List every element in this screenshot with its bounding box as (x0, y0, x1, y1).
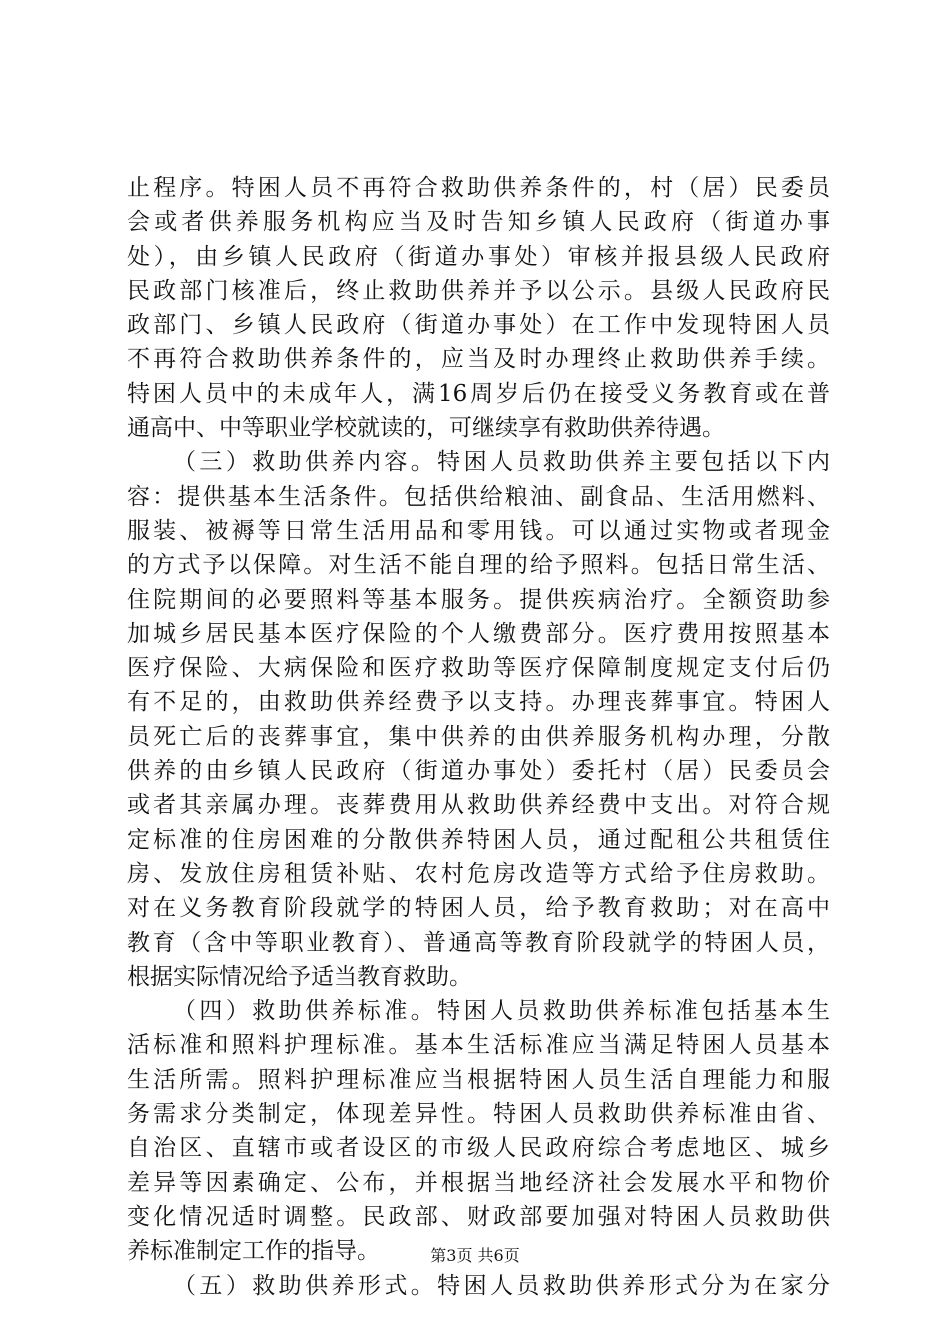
text-line: 供养的由乡镇人民政府（街道办事处）委托村（居）民委员会 (127, 758, 830, 785)
text-line: 差异等因素确定、公布，并根据当地经济社会发展水平和物价 (127, 1169, 830, 1196)
text-line: 特困人员中的未成年人，满16周岁后仍在接受义务教育或在普 (127, 380, 830, 407)
text-line: 的方式予以保障。对生活不能自理的给予照料。包括日常生活、 (127, 552, 830, 579)
text-line: 变化情况适时调整。民政部、财政部要加强对特困人员救助供 (127, 1203, 830, 1230)
text-line: 或者其亲属办理。丧葬费用从救助供养经费中支出。对符合规 (127, 792, 830, 819)
body-text (127, 171, 830, 1303)
text-line: 住院期间的必要照料等基本服务。提供疾病治疗。全额资助参 (127, 586, 830, 613)
text-line: 止程序。特困人员不再符合救助供养条件的，村（居）民委员 (127, 175, 830, 201)
text-line: 医疗保险、大病保险和医疗救助等医疗保障制度规定支付后仍 (127, 655, 830, 682)
text-line: 加城乡居民基本医疗保险的个人缴费部分。医疗费用按照基本 (127, 620, 830, 647)
text-line: 房、发放住房租赁补贴、农村危房改造等方式给予住房救助。 (127, 860, 830, 887)
text-line: 自治区、直辖市或者设区的市级人民政府综合考虑地区、城乡 (127, 1135, 830, 1162)
text-line: 有不足的，由救助供养经费予以支持。办理丧葬事宜。特困人 (127, 689, 830, 716)
text-line: 员死亡后的丧葬事宜，集中供养的由供养服务机构办理，分散 (127, 723, 830, 750)
text-line: 定标准的住房困难的分散供养特困人员，通过配租公共租赁住 (127, 826, 830, 853)
text-line: 政部门、乡镇人民政府（街道办事处）在工作中发现特困人员 (127, 312, 830, 339)
text-line: 生活所需。照料护理标准应当根据特困人员生活自理能力和服 (127, 1066, 830, 1093)
text-line: 不再符合救助供养条件的，应当及时办理终止救助供养手续。 (127, 346, 830, 373)
page-footer: 第3页 共6页 (430, 1246, 520, 1265)
text-line: （三）救助供养内容。特困人员救助供养主要包括以下内 (173, 449, 830, 476)
text-line: 容：提供基本生活条件。包括供给粮油、副食品、生活用燃料、 (127, 483, 830, 510)
text-line: （四）救助供养标准。特困人员救助供养标准包括基本生 (173, 998, 830, 1025)
text-line: 服装、被褥等日常生活用品和零用钱。可以通过实物或者现金 (127, 517, 830, 544)
text-line: 根据实际情况给予适当教育救助。 (127, 963, 472, 990)
text-line: 民政部门核准后，终止救助供养并予以公示。县级人民政府民 (127, 277, 830, 304)
text-line: 活标准和照料护理标准。基本生活标准应当满足特困人员基本 (127, 1032, 830, 1059)
text-line: 处），由乡镇人民政府（街道办事处）审核并报县级人民政府 (127, 243, 830, 270)
text-line: 通高中、中等职业学校就读的，可继续享有救助供养待遇。 (127, 415, 725, 442)
text-line: 务需求分类制定，体现差异性。特困人员救助供养标准由省、 (127, 1101, 830, 1128)
text-line: 对在义务教育阶段就学的特困人员，给予教育救助；对在高中 (127, 895, 830, 922)
text-line: 养标准制定工作的指导。 (127, 1238, 380, 1265)
text-line: 会或者供养服务机构应当及时告知乡镇人民政府（街道办事 (127, 209, 830, 236)
text-line: （五）救助供养形式。特困人员救助供养形式分为在家分 (173, 1272, 830, 1299)
text-line: 教育（含中等职业教育）、普通高等教育阶段就学的特困人员， (127, 929, 830, 956)
